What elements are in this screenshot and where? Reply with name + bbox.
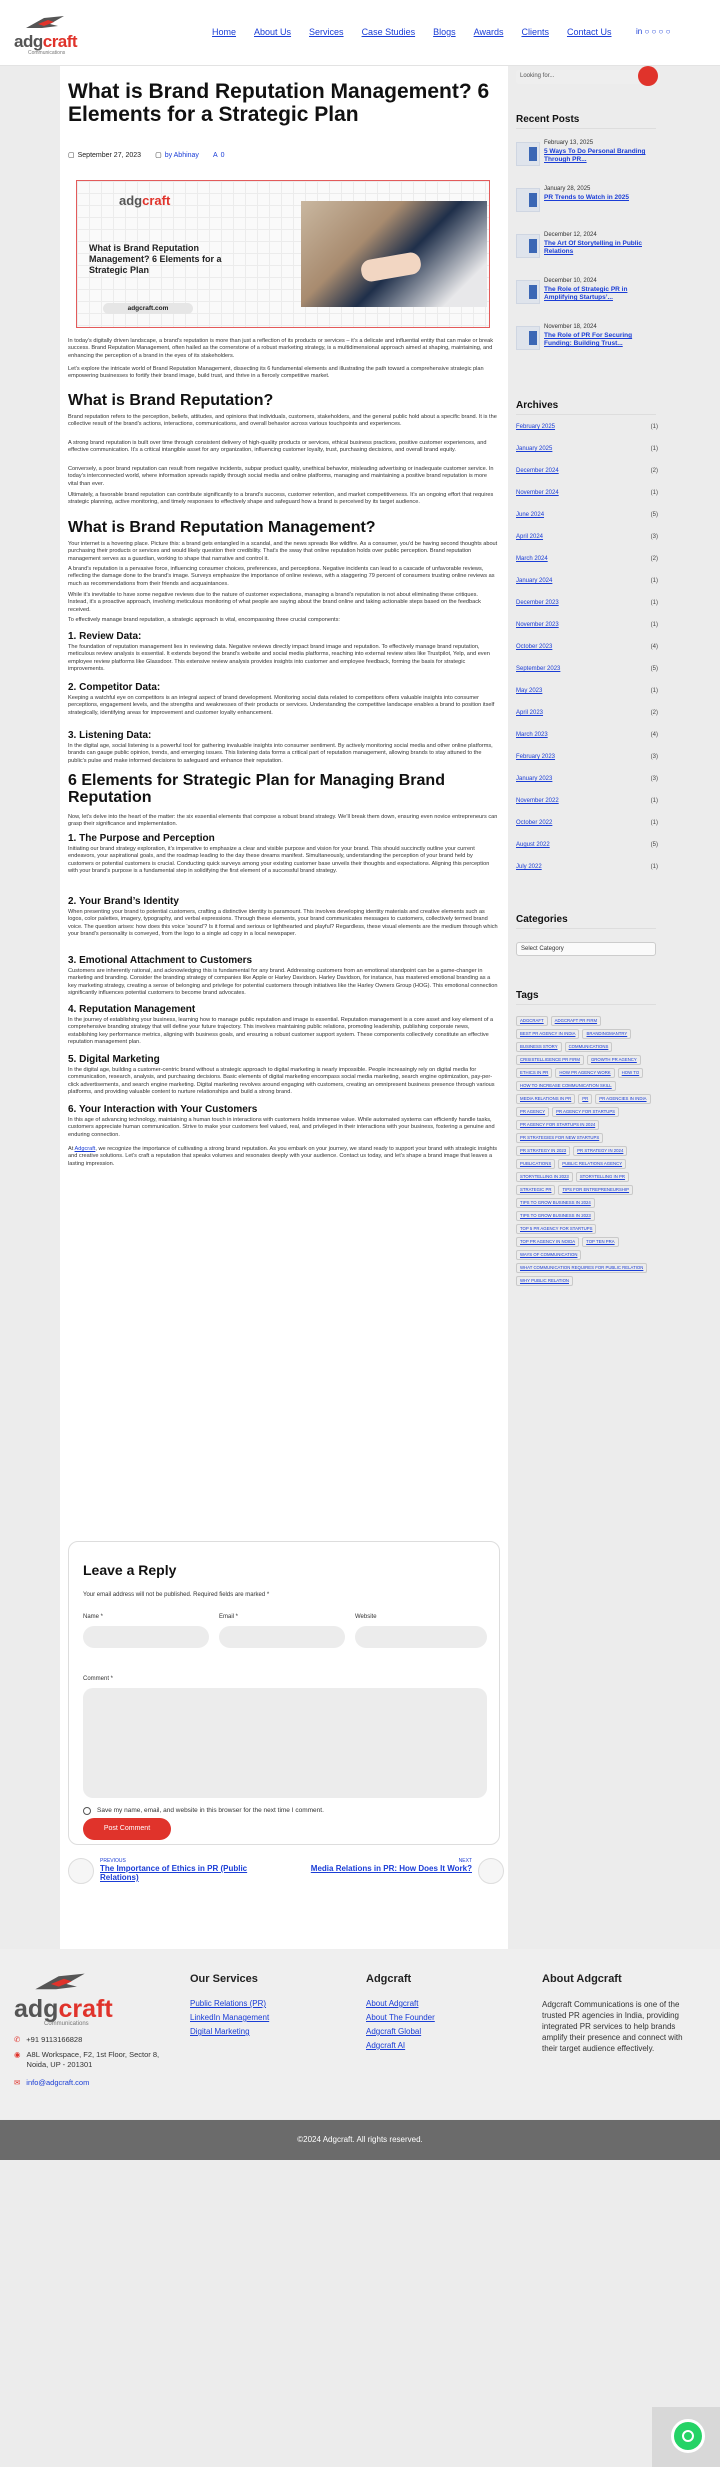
archive-link[interactable]: March 2024	[516, 556, 548, 562]
name-label: Name *	[83, 1614, 104, 1620]
tag-link[interactable]: PR STRATEGY IN 2024	[573, 1146, 627, 1156]
archive-item	[516, 864, 658, 872]
archive-link[interactable]: August 2022	[516, 842, 550, 848]
recent-post-title[interactable]: PR Trends to Watch in 2025	[544, 194, 630, 201]
archive-count: (5)	[650, 666, 658, 672]
tag-link[interactable]: TIPS TO GROW BUSINESS IN 2024	[516, 1198, 595, 1208]
archive-count: (3)	[650, 754, 658, 760]
footer-phone[interactable]: ✆ +91 9113166828	[14, 2035, 83, 2044]
archive-count: (5)	[650, 512, 658, 518]
footer-about	[542, 1973, 692, 2054]
archive-count: (1)	[650, 622, 658, 628]
archive-link[interactable]: September 2023	[516, 666, 561, 672]
archive-count: (4)	[650, 644, 658, 650]
archive-count: (4)	[650, 732, 658, 738]
tag-link[interactable]: TOP 5 PR AGENCY FOR STARTUPS	[516, 1224, 596, 1234]
footer-link[interactable]: Adgcraft AI	[366, 2041, 406, 2050]
tag-link[interactable]: PR AGENCY	[516, 1107, 549, 1117]
paragraph: Customers are inherently rational, and acknowledging this is fundamental for any brand. Addressing customers from an emotional standpoint can be a game-changer in marketing and branding. Consider the branding strategy of companies like Apple or Harley Davidson. Harley Davidson, for instance, has mastered emotional branding as a key marketing strategy, creating a sense of belonging and privilege for potential customers through initiatives like the Harley Owners Group (HOG). This emotional connection significantly influences potential customers to become brand advocates.	[68, 968, 498, 997]
archive-count: (1)	[650, 864, 658, 870]
archive-item	[516, 820, 658, 828]
featured-title: What is Brand Reputation Management? 6 Elements for a Strategic Plan	[89, 243, 222, 275]
tag-link[interactable]: HOW TO INCREASE COMMUNICATION SKILL	[516, 1081, 616, 1091]
nav-case-studies[interactable]: Case Studies	[361, 27, 416, 37]
post-meta	[68, 151, 225, 159]
paragraph: While it’s inevitable to have some negative reviews due to the nature of customer expectations, managing a brand’s reputation is not about eliminating these critiques. Instead, it’s a proactive approach, involving meticulous monitoring of what people are saying about the brand online and taking actionable steps based on the feedback received.	[68, 592, 481, 613]
paragraph: A brand’s reputation is a pervasive force, influencing consumer choices, preferences, and perceptions. Negative incidents can lead to a cascade of unfavorable reviews, reflecting the damage done to the brand’s image. Surveys emphasize the importance of online reviews, with a staggering 79 percent of consumers trusting online reviews as much as recommendations from their friends and acquaintances.	[68, 566, 495, 587]
archive-count: (3)	[650, 534, 658, 540]
tag-link[interactable]: BUSINESS STORY	[516, 1042, 562, 1052]
tag-link[interactable]: STRATEGIC PR	[516, 1185, 555, 1195]
post-comments[interactable]: A 0	[212, 151, 225, 159]
archive-item	[516, 732, 658, 740]
archive-count: (1)	[650, 424, 658, 430]
nav-home[interactable]: Home	[212, 27, 237, 37]
website-field[interactable]	[355, 1626, 487, 1648]
archive-link[interactable]: October 2023	[516, 644, 553, 650]
tag-link[interactable]: PUBLICATIONS	[516, 1159, 555, 1169]
calendar-icon: ▢	[68, 152, 75, 159]
paragraph: Conversely, a poor brand reputation can result from negative incidents, subpar product quality, unethical behavior, misleading advertising or inadequate customer service. In today’s interconnected world, where information spreads rapidly through social media and online platforms, managing and maintaining a positive brand reputation is more vital than ever.	[68, 466, 494, 487]
subheading: 3. Emotional Attachment to Customers	[68, 955, 253, 966]
archive-item	[516, 710, 658, 718]
paragraph: In the journey of establishing your business, learning how to manage public reputation and image is essential. Reputation management is a core asset and key element of a comprehensive branding strategy that will define your future trajectory. This involves maintaining public relations, promoting leadership, publishing corporate news, establishing key performance metrics, aligning with business goals, and ensuring a robust customer support system. These components collectively constitute an effective reputation management plan.	[68, 1017, 494, 1046]
page-title: What is Brand Reputation Management? 6 Elements for a Strategic Plan	[68, 80, 490, 126]
archive-item	[516, 622, 658, 630]
section-heading: 6 Elements for Strategic Plan for Managing Brand Reputation	[68, 772, 445, 806]
subheading: 1. Review Data:	[68, 631, 142, 642]
post-thumbnail[interactable]	[516, 234, 540, 258]
tag-link[interactable]: PUBLIC RELATIONS AGENCY	[558, 1159, 626, 1169]
logo-subtitle: Communications	[28, 50, 66, 56]
name-field[interactable]	[83, 1626, 209, 1648]
recent-post-date: December 12, 2024	[544, 232, 597, 238]
paragraph: In today’s digitally driven landscape, a brand’s reputation is more than just a reflection of its products or services – it’s a delicate and influential entity that can make or break success. Brand Reputation Management, often hailed as the cornerstone of a robust marketing strategy, is a multidimensional approach aimed at shaping, maintaining, and enhancing the perception of a brand in the eyes of its stakeholders.	[68, 338, 494, 359]
divider	[516, 128, 656, 129]
footer-logo[interactable]	[14, 1971, 113, 2027]
footer-about-title: About Adgcraft	[542, 1973, 622, 1985]
recent-post-date: November 18, 2024	[544, 324, 597, 330]
archives-title: Archives	[516, 400, 559, 411]
recent-post-date: December 10, 2024	[544, 278, 597, 284]
paragraph: Now, let’s delve into the heart of the matter: the six essential elements that compose a robust brand strategy. We’ll break them down, ensuring even novice entrepreneurs can grasp their significance and implementation.	[68, 814, 498, 828]
archive-link[interactable]: July 2022	[516, 864, 542, 870]
section-heading: What is Brand Reputation Management?	[68, 519, 376, 536]
footer-link[interactable]: Public Relations (PR)	[190, 1999, 267, 2008]
tag-link[interactable]: STORYTELLING IN 2023	[516, 1172, 573, 1182]
tag-link[interactable]: PR STRATEGIES FOR NEW STARTUPS	[516, 1133, 603, 1143]
footer-logo-sub: Communications	[44, 2021, 89, 2027]
category-select[interactable]: Select Category	[516, 942, 656, 956]
featured-url: adgcraft.com	[103, 303, 193, 314]
footer-services-title: Our Services	[190, 1973, 258, 1985]
copyright-bar: ©2024 Adgcraft. All rights reserved.	[0, 2120, 720, 2160]
email-label: Email *	[219, 1614, 239, 1620]
subheading: 6. Your Interaction with Your Customers	[68, 1104, 258, 1115]
recent-post-title[interactable]: The Role of PR For Securing Funding: Building Trust...	[544, 332, 633, 347]
tag-link[interactable]: ADGCRAFT PR FIRM	[551, 1016, 601, 1026]
tag-link[interactable]: BEST PR AGENCY IN INDIA	[516, 1029, 579, 1039]
whatsapp-widget[interactable]	[652, 2407, 720, 2467]
handshake-photo	[301, 201, 487, 307]
footer-services	[190, 1973, 269, 2041]
archive-link[interactable]: April 2024	[516, 534, 544, 540]
archive-count: (5)	[650, 842, 658, 848]
save-info-checkbox[interactable]	[83, 1807, 91, 1815]
archive-link[interactable]: May 2023	[516, 688, 543, 694]
tag-link[interactable]: STORYTELLING IN PR	[576, 1172, 629, 1182]
archive-link[interactable]: November 2023	[516, 622, 559, 628]
site-footer	[0, 1949, 720, 2119]
social-icons[interactable]: in ○ ○ ○ ○	[636, 27, 671, 36]
post-thumbnail[interactable]	[516, 188, 540, 212]
comment-label: Comment *	[83, 1676, 114, 1682]
archive-link[interactable]: January 2023	[516, 776, 553, 782]
next-title[interactable]: Media Relations in PR: How Does It Work?	[310, 1864, 472, 1873]
archive-link[interactable]: April 2023	[516, 710, 544, 716]
adgcraft-link[interactable]: Adgcraft	[74, 1146, 96, 1152]
recent-post-title[interactable]: The Role of Strategic PR in Amplifying Startups’...	[544, 286, 628, 301]
comment-form	[68, 1541, 500, 1845]
tag-link[interactable]: ADGCRAFT	[516, 1016, 548, 1026]
site-header	[0, 0, 720, 66]
prev-title[interactable]: The Importance of Ethics in PR (Public Relations)	[100, 1864, 248, 1882]
footer-company	[366, 1973, 435, 2055]
nav-blogs[interactable]: Blogs	[433, 27, 456, 37]
tag-link[interactable]: PR STRATEGY IN 2023	[516, 1146, 570, 1156]
archive-link[interactable]: January 2024	[516, 578, 553, 584]
paragraph: Keeping a watchful eye on competitors is an integral aspect of brand development. Monitoring social data related to competitors offers valuable insights into consumer perceptions, engagement levels, and the strengths and weaknesses of their products or services. Understanding the competitive landscape enables a brand to position itself strategically, identifying areas for improvement and customer loyalty enhancement.	[68, 695, 495, 716]
footer-wordmark: adgcraft	[14, 1995, 113, 2023]
footer-email[interactable]: ✉ info@adgcraft.com	[14, 2078, 90, 2087]
paragraph: Initiating our brand strategy exploration, it’s imperative to emphasize a clear and visible purpose and vision for your brand. This should succinctly outline your current endeavors, your aspirational goals, and the roadmap leading to the day these dreams manifest. Simultaneously, understanding the perception of your brand held by customers or potential customers is crucial. Conducting quick surveys among your existing customer base unveils their thoughts and expectations. Aligning this perception with your brand’s purpose is a fundamental step in solidifying the first element of a successful brand strategy.	[68, 846, 490, 875]
archive-count: (1)	[650, 798, 658, 804]
next-thumb	[478, 1858, 504, 1884]
nav-services[interactable]: Services	[309, 27, 344, 37]
archive-count: (1)	[650, 688, 658, 694]
archive-item	[516, 424, 658, 432]
archive-item	[516, 490, 658, 498]
tags-title: Tags	[516, 990, 539, 1001]
tag-link[interactable]: TOP TEN PRA	[582, 1237, 618, 1247]
archive-item	[516, 556, 658, 564]
categories-title: Categories	[516, 914, 568, 925]
recent-post[interactable]	[516, 232, 660, 260]
divider	[516, 414, 656, 415]
main-nav	[212, 27, 612, 37]
logo-wordmark: adgcraft	[14, 32, 78, 51]
subheading: 5. Digital Marketing	[68, 1054, 160, 1065]
paragraph: Ultimately, a favorable brand reputation can contribute significantly to a brand’s success, customer retention, and market competitiveness. It’s an ongoing effort that requires strategic planning, active monitoring, and timely responses to effectively shape and safeguard how a brand is perceived by its target audience.	[68, 492, 494, 506]
post-date: ▢ September 27, 2023	[68, 151, 142, 159]
paragraph: A strong brand reputation is built over time through consistent delivery of high-quality products or services, ethical business practices, positive customer experiences, and effective communication. It’s a critical intangible asset for any organization, influencing customer loyalty, trust, purchasing decisions, and overall brand equity.	[68, 440, 487, 454]
tag-link[interactable]: MEDIA RELATIONS IN PR	[516, 1094, 575, 1104]
location-icon: ◉	[14, 2050, 21, 2059]
email-icon: ✉	[14, 2078, 21, 2087]
archive-link[interactable]: December 2024	[516, 468, 559, 474]
recent-post[interactable]	[516, 324, 660, 352]
divider	[516, 1004, 656, 1005]
featured-logo: adgcraft	[119, 193, 171, 208]
footer-link[interactable]: Adgcraft Global	[366, 2027, 422, 2036]
paragraph: In the digital age, building a customer-centric brand without a strategic approach to digital marketing is nearly impossible. People increasingly rely on digital media for communication, research, analysis, and purchasing decisions. Basic elements of digital marketing encompass social media marketing, search engine optimization, pay-per-click advertisements, and search engine marketing. Digital marketing revolves around engaging with customers, creating an omnipresent business presence through various platforms, and providing valuable content to nurture relationships and build a strong brand.	[68, 1067, 495, 1096]
tag-link[interactable]: TIPS TO GROW BUSINESS IN 2023	[516, 1211, 595, 1221]
post-thumbnail[interactable]	[516, 142, 540, 166]
tag-link[interactable]: CRISISTELLIGENCE PR FIRM	[516, 1055, 584, 1065]
archive-item	[516, 688, 658, 696]
archive-item	[516, 754, 658, 762]
footer-link[interactable]: Digital Marketing	[190, 2027, 250, 2036]
recent-post-title[interactable]: 5 Ways To Do Personal Branding Through PR...	[544, 148, 646, 163]
tag-link[interactable]: COMMUNICATIONS	[565, 1042, 613, 1052]
tag-link[interactable]: WAYS OF COMMUNICATION	[516, 1250, 581, 1260]
tag-link[interactable]: HOW PR AGENCY WORK	[555, 1068, 614, 1078]
featured-image	[76, 180, 490, 328]
archive-item	[516, 512, 658, 520]
search-button[interactable]	[638, 66, 658, 86]
post-thumbnail[interactable]	[516, 280, 540, 304]
post-thumbnail[interactable]	[516, 326, 540, 350]
paragraph: When presenting your brand to potential customers, crafting a distinctive identity is paramount. This involves developing identity materials and creative elements such as logos, color palettes, imagery, typography, and verbal expressions. Through these elements, your brand communicates messages to customers, collectively termed brand voice. The question arises: how does this voice ‘sound’? Is it formal and serious or lighthearted and playful? Regardless, these visual elements are the medium through which your brand’s personality is conveyed, from the logo to a single ad copy in a local newspaper.	[68, 909, 498, 938]
archive-item	[516, 776, 658, 784]
recent-post-date: February 13, 2025	[544, 140, 594, 146]
archive-link[interactable]: December 2023	[516, 600, 559, 606]
archive-count: (1)	[650, 600, 658, 606]
paragraph: To effectively manage brand reputation, a strategic approach is vital, encompassing three crucial components:	[68, 617, 340, 623]
tag-cloud	[516, 1016, 660, 1286]
archive-count: (1)	[650, 490, 658, 496]
archive-count: (1)	[650, 446, 658, 452]
tag-link[interactable]: PR AGENCIES IN INDIA	[595, 1094, 650, 1104]
comment-icon: A	[212, 151, 218, 159]
divider	[516, 928, 656, 929]
archive-link[interactable]: November 2024	[516, 490, 559, 496]
archive-count: (3)	[650, 776, 658, 782]
user-icon: ▢	[155, 152, 162, 159]
nav-clients[interactable]: Clients	[521, 27, 549, 37]
archive-count: (2)	[650, 556, 658, 562]
tag-link[interactable]: WHAT COMMUNICATION REQUIRES FOR PUBLIC RELATION	[516, 1263, 647, 1273]
subheading: 3. Listening Data:	[68, 730, 152, 741]
subheading: 4. Reputation Management	[68, 1004, 196, 1015]
email-field[interactable]	[219, 1626, 345, 1648]
archive-item	[516, 842, 658, 850]
paragraph: In this age of advancing technology, maintaining a human touch in interactions with customers holds immense value. While automated systems can efficiently handle tasks, customers appreciate human communication. Strive to make your customers feel valued, real, and privileged in their interactions with your business, fostering a genuine and enduring connection.	[68, 1117, 495, 1138]
subheading: 2. Your Brand’s Identity	[68, 896, 179, 907]
nav-awards[interactable]: Awards	[473, 27, 504, 37]
reply-title: Leave a Reply	[83, 1562, 177, 1578]
archive-link[interactable]: October 2022	[516, 820, 553, 826]
archive-item	[516, 644, 658, 652]
prev-thumb	[68, 1858, 94, 1884]
archive-count: (2)	[650, 468, 658, 474]
recent-post-date: January 28, 2025	[544, 186, 591, 192]
comment-textarea[interactable]	[83, 1688, 487, 1798]
tag-link[interactable]: PR	[578, 1094, 592, 1104]
recent-post[interactable]	[516, 140, 660, 168]
subheading: 2. Competitor Data:	[68, 682, 161, 693]
paragraph: Brand reputation refers to the perception, beliefs, attitudes, and opinions that individuals, customers, stakeholders, and the general public hold about a specific brand. It is the collective result of the brand’s actions, interactions, communications, and overall behavior across various touchpoints and experiences.	[68, 414, 497, 428]
tag-link[interactable]: TIPS FOR ENTREPRENEURSHIP	[558, 1185, 633, 1195]
save-info-label: Save my name, email, and website in this browser for the next time I comment.	[97, 1807, 324, 1814]
required-note: Your email address will not be published. Required fields are marked *	[83, 1592, 270, 1598]
search-input[interactable]: Looking for...	[516, 70, 660, 84]
tag-link[interactable]: TOP PR AGENCY IN NOIDA	[516, 1237, 579, 1247]
archive-item	[516, 446, 658, 454]
tag-link[interactable]: ETHICS IN PR	[516, 1068, 552, 1078]
site-logo[interactable]	[14, 14, 76, 54]
closing-paragraph: At Adgcraft, we recognize the importance of cultivating a strong brand reputation. As you embark on your journey, we stand ready to support your brand with strategic insights and creative solutions. Let’s craft a reputation that speaks volumes and resonates deeply with your audience. Contact us today, and let’s shape a brand image that leaves a lasting impression.	[68, 1146, 497, 1167]
recent-posts-title: Recent Posts	[516, 114, 580, 125]
footer-address: ◉ A8L Workspace, F2, 1st Floor, Sector 8, Noida, UP - 201301	[14, 2050, 160, 2069]
archive-count: (1)	[650, 820, 658, 826]
post-author[interactable]: ▢ by Abhinay	[155, 151, 199, 159]
archive-item	[516, 600, 658, 608]
bird-logo-icon	[24, 14, 66, 34]
footer-company-title: Adgcraft	[366, 1973, 412, 1985]
archive-item	[516, 578, 658, 586]
archive-link[interactable]: June 2024	[516, 512, 545, 518]
archive-link[interactable]: February 2023	[516, 754, 556, 760]
archive-link[interactable]: November 2022	[516, 798, 559, 804]
recent-post[interactable]	[516, 278, 660, 306]
section-heading: What is Brand Reputation?	[68, 392, 274, 409]
prev-label: PREVIOUS	[100, 1858, 126, 1864]
archive-link[interactable]: March 2023	[516, 732, 548, 738]
recent-post-title[interactable]: The Art Of Storytelling in Public Relations	[544, 240, 642, 255]
tag-link[interactable]: PR AGENCY FOR STARTUPS	[552, 1107, 619, 1117]
next-label: NEXT	[458, 1858, 472, 1864]
footer-link[interactable]: About Adgcraft	[366, 1999, 419, 2008]
post-comment-button[interactable]: Post Comment	[83, 1818, 171, 1840]
tag-link[interactable]: WHY PUBLIC RELATION	[516, 1276, 573, 1286]
tag-link[interactable]: HOW TO	[618, 1068, 644, 1078]
website-label: Website	[355, 1614, 377, 1620]
footer-link[interactable]: About The Founder	[366, 2013, 435, 2022]
subheading: 1. The Purpose and Perception	[68, 833, 215, 844]
paragraph: Let’s explore the intricate world of Brand Reputation Management, dissecting its 6 fundamental elements and illustrating the path toward a comprehensive strategic plan empowering businesses to fortify their brand image, build trust, and thrive in a fiercely competitive market.	[68, 366, 484, 380]
archive-link[interactable]: February 2025	[516, 424, 556, 430]
tag-link[interactable]: GROWTH PR AGENCY	[587, 1055, 641, 1065]
archive-count: (1)	[650, 578, 658, 584]
footer-about-text: Adgcraft Communications is one of the trusted PR agencies in India, providing integrated PR services to help brands amplify their presence and connect with their target audience effectively.	[542, 2000, 683, 2053]
paragraph: Your internet is a hovering place. Picture this: a brand gets entangled in a scandal, and the news spreads like wildfire. As a consumer, you’d be having second thoughts about purchasing their products or services and would likely question their credibility. That’s the sway that online reputation holds over public perception. Brand reputation management serves as a guardian, working to shape that narrative and control it.	[68, 541, 498, 562]
paragraph: The foundation of reputation management lies in reviewing data. Negative reviews directly impact brand image and reputation. To effectively manage brand reputation, meticulous review analysis is essential. It extends beyond the brand’s website and social media platforms, reaching into external review sites like Trustpilot, Yelp, and even employee review platforms like Glassdoor. This extensive review analysis provides insights into customer and employee feedback, forming the basis for strategic improvements.	[68, 644, 490, 673]
tag-link[interactable]: PR AGENCY FOR STARTUPS IN 2024	[516, 1120, 599, 1130]
archive-link[interactable]: January 2025	[516, 446, 553, 452]
recent-post[interactable]	[516, 186, 660, 214]
nav-about[interactable]: About Us	[254, 27, 292, 37]
archive-item	[516, 798, 658, 806]
archive-item	[516, 468, 658, 476]
archive-item	[516, 666, 658, 674]
archive-item	[516, 534, 658, 542]
phone-icon: ✆	[14, 2035, 21, 2044]
paragraph: In the digital age, social listening is a powerful tool for gathering invaluable insights into consumer sentiment. By actively monitoring social media and other online platforms, brands can gauge public opinion, trends, and emerging issues. This listening data forms a critical part of reputation management, allowing brands to stay attuned to the public’s pulse and make informed decisions to safeguard and enhance their reputation.	[68, 743, 493, 764]
archive-count: (2)	[650, 710, 658, 716]
bird-logo-icon	[30, 1971, 90, 1997]
footer-link[interactable]: LinkedIn Management	[190, 2013, 270, 2022]
tag-link[interactable]: BRANDINGMANTRY	[582, 1029, 631, 1039]
nav-contact[interactable]: Contact Us	[566, 27, 612, 37]
